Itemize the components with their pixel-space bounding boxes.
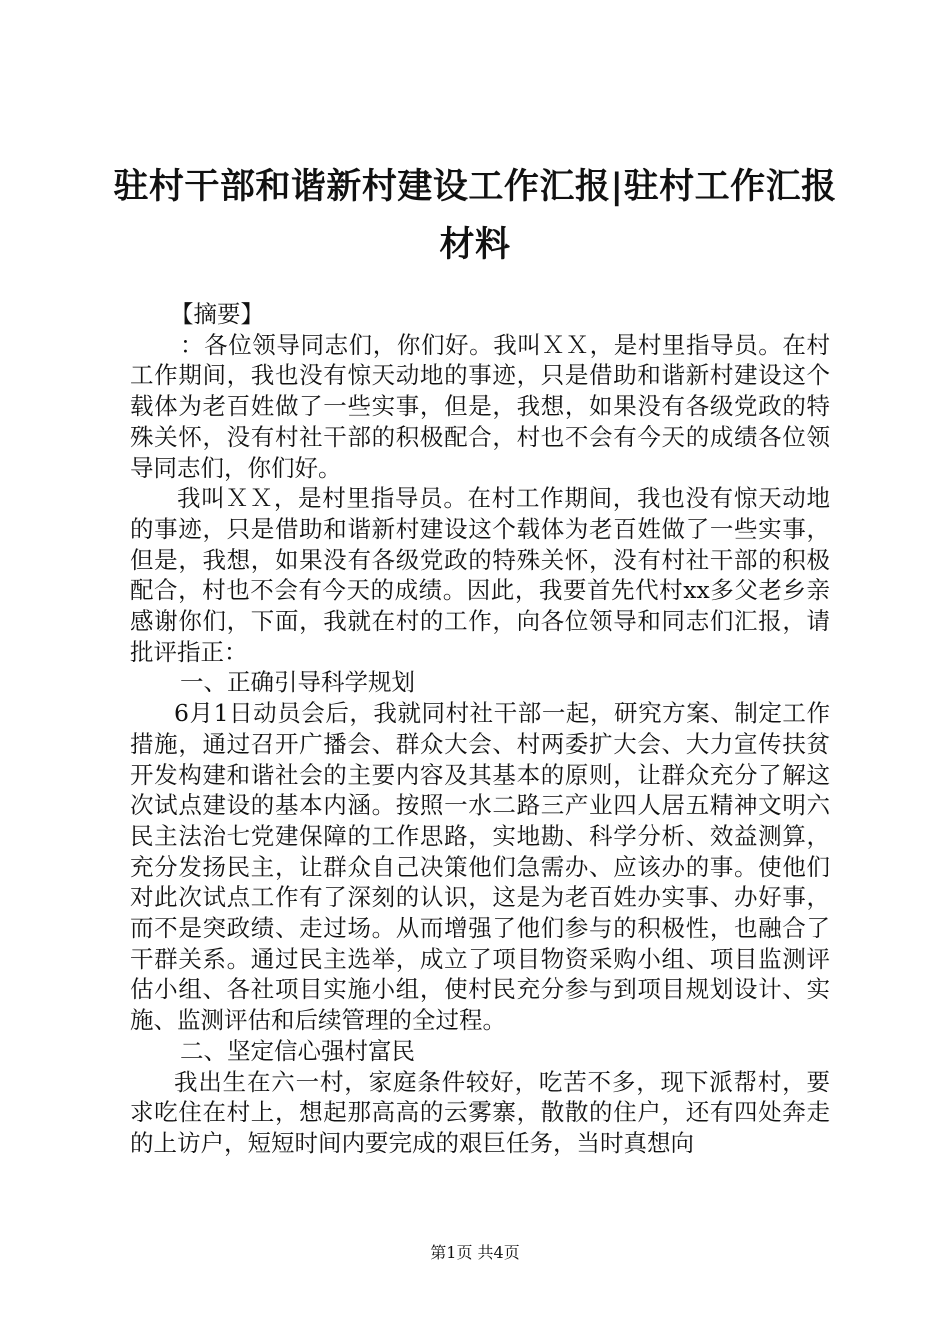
section-heading: 二、坚定信心强村富民: [180, 1036, 415, 1065]
body-paragraph: 6月1日动员会后，我就同村社干部一起，研究方案、制定工作措施，通过召开广播会、群众大会、村两委扩大会、大力宣传扶贫开发构建和谐社会的主要内容及其基本的原则，让群众充分了解这次试点建设的基本内涵。按照一水二路三产业四人居五精神文明六民主法治七党建保障的工作思路，实地勘、科学分析、效益测算，充分发扬民主，让群众自己决策他们急需办、应该办的事。使他们对此次试点工作有了深刻的认识，这是为老百姓办实事、办好事，而不是突政绩、走过场。从而增强了他们参与的积极性，也融合了干群关系。通过民主选举，成立了项目物资采购小组、项目监测评估小组、各社项目实施小组，使村民充分参与到项目规划设计、实施、监测评估和后续管理的全过程。: [130, 699, 830, 1035]
body-paragraph: 我叫ＸＸ，是村里指导员。在村工作期间，我也没有惊天动地的事迹，只是借助和谐新村建设这个载体为老百姓做了一些实事，但是，我想，如果没有各级党政的特殊关怀，没有村社干部的积极配合，村也不会有今天的成绩。因此，我要首先代村xx多父老乡亲感谢你们，下面，我就在村的工作，向各位领导和同志们汇报，请批评指正：: [130, 484, 830, 666]
body-paragraph: 我出生在六一村，家庭条件较好，吃苦不多，现下派帮村，要求吃住在村上，想起那高高的云雾寨，散散的住户，还有四处奔走的上访户，短短时间内要完成的艰巨任务，当时真想向: [130, 1067, 830, 1157]
abstract-paragraph: ：各位领导同志们，你们好。我叫ＸＸ，是村里指导员。在村工作期间，我也没有惊天动地的事迹，只是借助和谐新村建设这个载体为老百姓做了一些实事，但是，我想，如果没有各级党政的特殊关怀，没有村社干部的积极配合，村也不会有今天的成绩各位领导同志们，你们好。: [130, 330, 830, 482]
document-body: [130, 299, 830, 1159]
abstract-label: 【摘要】: [170, 300, 264, 328]
page-number-footer: 第1页 共4页: [430, 1243, 520, 1262]
section-heading: 一、正确引导科学规划: [180, 668, 415, 697]
document-title: 驻村干部和谐新村建设工作汇报|驻村工作汇报材料: [113, 166, 837, 265]
